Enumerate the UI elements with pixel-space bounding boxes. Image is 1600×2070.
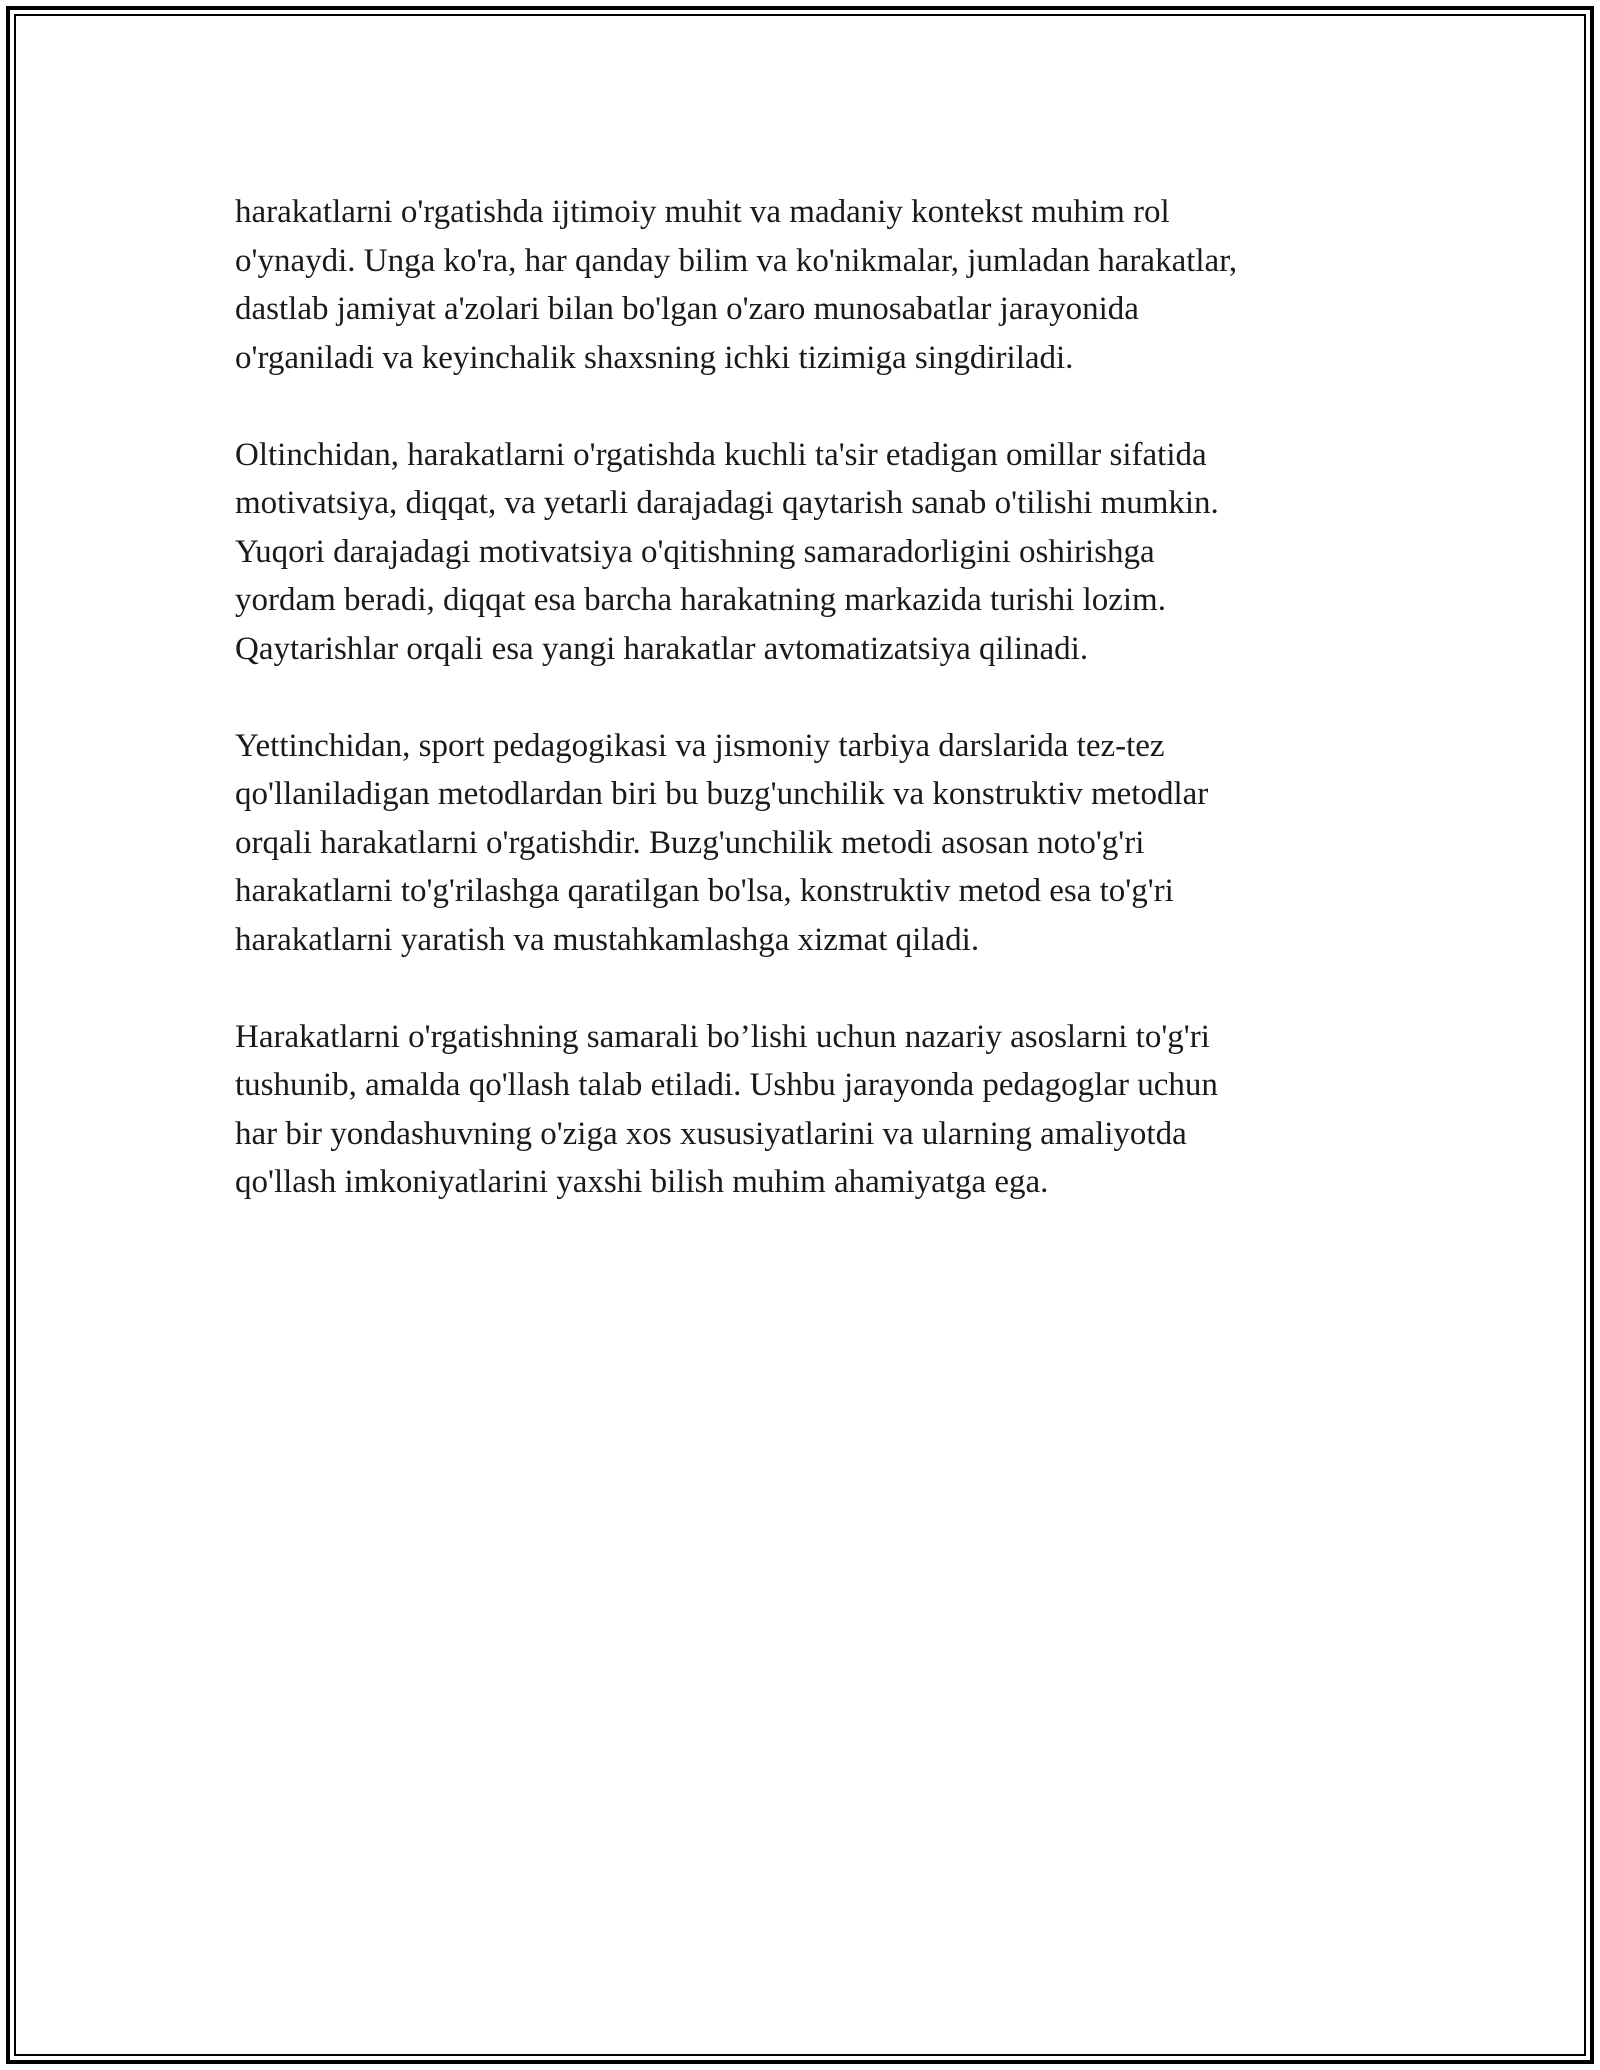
text-line: harakatlarni yaratish va mustahkamlashga xizmat qiladi. <box>235 921 980 958</box>
text-line: yordam beradi, diqqat esa barcha harakatning markazida turishi lozim. <box>235 582 1166 618</box>
paragraph-1 <box>235 188 1365 382</box>
text-line: har bir yondashuvning o'ziga xos xususiyatlarini va ularning amaliyotda <box>235 1115 1187 1152</box>
text-line: Yettinchidan, sport pedagogikasi va jismoniy tarbiya darslarida tez-tez <box>235 727 1165 764</box>
text-line: dastlab jamiyat a'zolari bilan bo'lgan o'zaro munosabatlar jarayonida <box>235 291 1139 327</box>
paragraph-3 <box>235 722 1365 965</box>
text-line: qo'llaniladigan metodlardan biri bu buzg'unchilik va konstruktiv metodlar <box>235 776 1209 812</box>
text-line: harakatlarni to'g'rilashga qaratilgan bo'lsa, konstruktiv metod esa to'g'ri <box>235 873 1174 909</box>
text-line: qo'llash imkoniyatlarini yaxshi bilish muhim ahamiyatga ega. <box>235 1164 1049 1200</box>
document-body <box>235 188 1365 1255</box>
text-line: Harakatlarni o'rgatishning samarali bo’lishi uchun nazariy asoslarni to'g'ri <box>235 1018 1210 1055</box>
text-line: orqali harakatlarni o'rgatishdir. Buzg'unchilik metodi asosan noto'g'ri <box>235 824 1145 861</box>
text-line: motivatsiya, diqqat, va yetarli darajadagi qaytarish sanab o'tilishi mumkin. <box>235 485 1219 521</box>
paragraph-2 <box>235 431 1365 674</box>
text-line: Oltinchidan, harakatlarni o'rgatishda kuchli ta'sir etadigan omillar sifatida <box>235 436 1207 473</box>
text-line: o'ynaydi. Unga ko'ra, har qanday bilim va ko'nikmalar, jumladan harakatlar, <box>235 242 1238 279</box>
text-line: harakatlarni o'rgatishda ijtimoiy muhit va madaniy kontekst muhim rol <box>235 194 1170 230</box>
text-line: Qaytarishlar orqali esa yangi harakatlar avtomatizatsiya qilinadi. <box>235 630 1089 667</box>
text-line: Yuqori darajadagi motivatsiya o'qitishning samaradorligini oshirishga <box>235 533 1155 570</box>
text-line: tushunib, amalda qo'llash talab etiladi. Ushbu jarayonda pedagoglar uchun <box>235 1067 1218 1103</box>
text-line: o'rganiladi va keyinchalik shaxsning ichki tizimiga singdiriladi. <box>235 339 1074 376</box>
paragraph-4 <box>235 1013 1365 1207</box>
